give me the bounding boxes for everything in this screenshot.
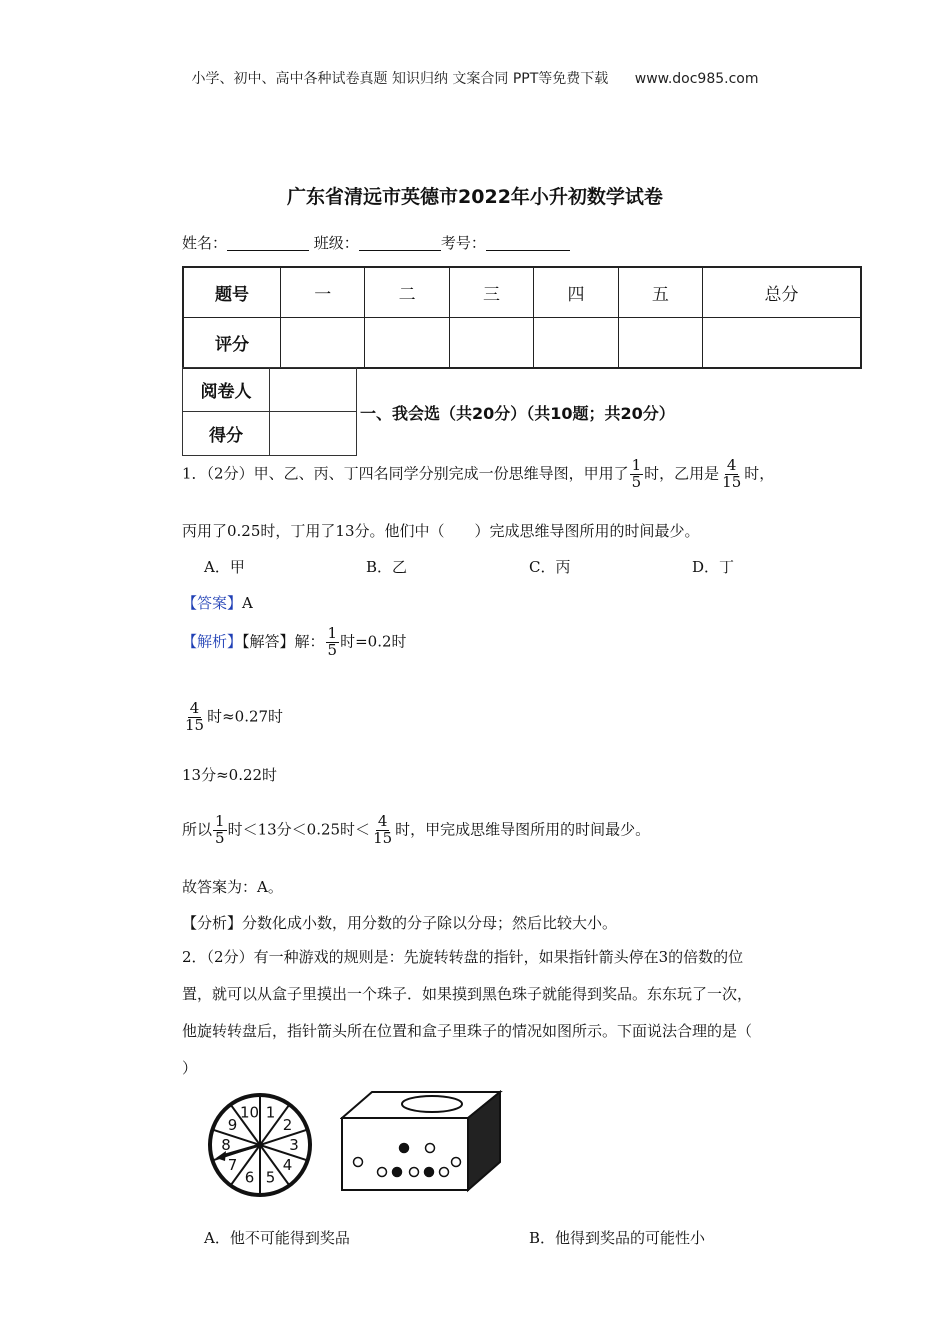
spinner-number: 8 (221, 1136, 231, 1154)
analysis-fraction-3: $\frac{1}{5}$ (215, 812, 225, 847)
white-bead (452, 1158, 461, 1167)
white-bead (378, 1168, 387, 1177)
white-bead (354, 1158, 363, 1167)
section-heading: 一、我会选（共20分）（共10题；共20分） (360, 404, 675, 423)
header-text: 小学、初中、高中各种试卷真题 知识归纳 文案合同 PPT等免费下载 (191, 71, 609, 87)
q1-analysis-line2 (182, 701, 283, 734)
score-header-cell: 总分 (703, 267, 861, 318)
header-url[interactable]: www.doc985.com (634, 71, 759, 87)
page-title: 广东省清远市英德市2022年小升初数学试卷 (287, 186, 663, 208)
q1-line1 (182, 458, 774, 491)
box-front (342, 1118, 468, 1190)
grader-label: 阅卷人 (183, 368, 270, 412)
grader-score-cell[interactable] (270, 412, 357, 456)
spinner-number: 7 (227, 1155, 238, 1174)
score-cell[interactable] (534, 318, 618, 369)
spinner-number: 3 (289, 1136, 299, 1154)
grader-score-label: 得分 (183, 412, 270, 456)
analysis-head: 【解答】解： (242, 632, 325, 651)
score-header-cell: 题号 (183, 267, 281, 318)
spinner-number: 2 (282, 1116, 293, 1135)
analysis-fraction-4: $\frac{4}{15}$ (373, 812, 393, 847)
q2-line3: 他旋转转盘后，指针箭头所在位置和盒子里珠子的情况如图所示。下面说法合理的是（ (182, 1022, 753, 1040)
analysis-fraction-2: $\frac{4}{15}$ (185, 699, 205, 734)
student-info (182, 232, 570, 253)
analysis-compare: 时＜13分＜0.25时＜ (227, 820, 371, 839)
q1-option-a[interactable]: A．甲 (204, 558, 245, 576)
q1-fenxi: 【分析】分数化成小数，用分数的分子除以分母；然后比较大小。 (182, 914, 618, 932)
spinner-figure (204, 1092, 316, 1198)
spinner-number: 1 (265, 1103, 276, 1122)
score-table (182, 266, 862, 369)
spinner-number: 9 (227, 1116, 238, 1135)
q1-conclusion: 故答案为：A。 (182, 878, 283, 896)
score-header-cell: 一 (281, 267, 365, 318)
page-header (0, 68, 950, 88)
score-cell[interactable] (281, 318, 365, 369)
black-bead (400, 1144, 409, 1153)
spinner-number: 5 (265, 1168, 276, 1187)
class-blank[interactable] (359, 234, 441, 251)
q1-fraction-1: $\frac{1}{5}$ (631, 456, 642, 491)
analysis-step-2: 时≈0.27时 (207, 707, 284, 726)
black-bead (425, 1168, 434, 1177)
score-header-cell: 三 (449, 267, 533, 318)
q2-line2: 置，就可以从盒子里摸出一个珠子．如果摸到黑色珠子就能得到奖品。东东玩了一次， (182, 985, 753, 1003)
score-cell[interactable] (618, 318, 702, 369)
spinner-number: 6 (244, 1168, 255, 1187)
spinner-number: 10 (239, 1103, 260, 1122)
grader-cell[interactable] (270, 368, 357, 412)
white-bead (440, 1168, 449, 1177)
score-header-cell: 四 (534, 267, 618, 318)
q1-option-c[interactable]: C．丙 (529, 558, 571, 576)
score-table-score-row (183, 318, 861, 369)
analysis-so: 所以 (182, 820, 213, 839)
q2-option-b[interactable]: B．他得到奖品的可能性小 (529, 1229, 706, 1247)
score-cell[interactable] (703, 318, 861, 369)
q1-fraction-2: $\frac{4}{15}$ (722, 456, 742, 491)
white-bead (426, 1144, 435, 1153)
spinner-number: 4 (282, 1155, 293, 1174)
name-blank[interactable] (227, 234, 309, 251)
score-header-cell: 二 (365, 267, 449, 318)
exam-no-label: 考号： (440, 234, 486, 252)
q2-line4: ） (182, 1059, 198, 1077)
black-bead (393, 1168, 402, 1177)
analysis-fraction-1: $\frac{1}{5}$ (327, 624, 338, 659)
q2-option-a[interactable]: A．他不可能得到奖品 (204, 1229, 350, 1247)
q1-analysis-line1 (182, 626, 407, 659)
q1-line2: 丙用了0.25时，丁用了13分。他们中（ ）完成思维导图所用的时间最少。 (182, 522, 700, 540)
score-row-label: 评分 (183, 318, 281, 369)
q1-analysis-line3: 13分≈0.22时 (182, 766, 278, 784)
q1-analysis-line4 (182, 814, 650, 847)
analysis-conclusion-text: 时，甲完成思维导图所用的时间最少。 (395, 820, 651, 839)
analysis-tag: 【解析】 (182, 632, 243, 651)
score-header-cell: 五 (618, 267, 702, 318)
score-cell[interactable] (449, 318, 533, 369)
name-label: 姓名： (182, 234, 228, 252)
grader-table (182, 367, 357, 456)
q1-mid: 时，乙用是 (644, 464, 720, 483)
q2-line1: 2．（2分）有一种游戏的规则是：先旋转转盘的指针，如果指针箭头停在3的倍数的位 (182, 948, 744, 966)
white-bead (410, 1168, 419, 1177)
box-figure (340, 1090, 525, 1194)
q1-option-d[interactable]: D．丁 (692, 558, 735, 576)
answer-value: A (242, 594, 253, 612)
q1-option-b[interactable]: B．乙 (366, 558, 408, 576)
class-label: 班级： (313, 234, 359, 252)
q1-answer (182, 592, 253, 613)
exam-no-blank[interactable] (486, 234, 570, 251)
q1-suffix: 时， (744, 464, 775, 483)
score-cell[interactable] (365, 318, 449, 369)
box-hole (402, 1096, 462, 1112)
score-table-header-row (183, 267, 861, 318)
answer-tag: 【答案】 (182, 594, 243, 612)
analysis-step-1: 时=0.2时 (340, 632, 407, 651)
q1-prefix: 1．（2分）甲、乙、丙、丁四名同学分别完成一份思维导图，甲用了 (182, 464, 629, 483)
